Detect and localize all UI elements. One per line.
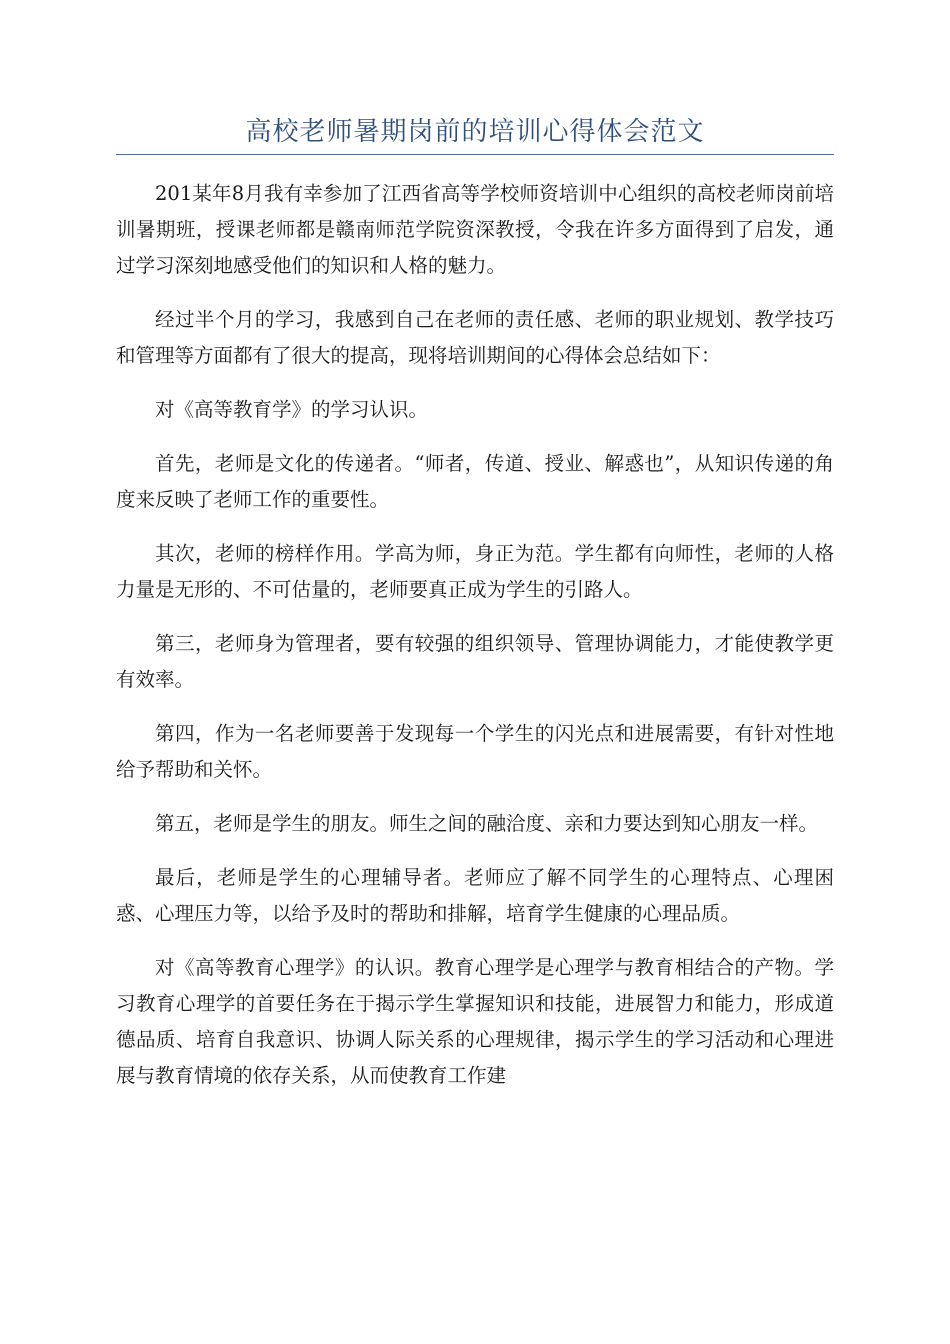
- paragraph-5: 其次，老师的榜样作用。学高为师，身正为范。学生都有向师性，老师的人格力量是无形的、不可估量的，老师要真正成为学生的引路人。: [116, 542, 834, 601]
- document-body: [116, 176, 834, 1112]
- document-title: 高校老师暑期岗前的培训心得体会范文: [245, 117, 705, 147]
- paragraph-6: 第三，老师身为管理者，要有较强的组织领导、管理协调能力，才能使教学更有效率。: [116, 632, 834, 691]
- paragraph-2: 经过半个月的学习，我感到自己在老师的责任感、老师的职业规划、教学技巧和管理等方面都有了很大的提高，现将培训期间的心得体会总结如下：: [116, 308, 834, 367]
- paragraph-8: 第五，老师是学生的朋友。师生之间的融洽度、亲和力要达到知心朋友一样。: [155, 812, 819, 835]
- paragraph-4: 首先，老师是文化的传递者。“师者，传道、授业、解惑也”，从知识传递的角度来反映了老师工作的重要性。: [116, 452, 834, 511]
- paragraph-7: 第四，作为一名老师要善于发现每一个学生的闪光点和进展需要，有针对性地给予帮助和关怀。: [116, 722, 834, 781]
- paragraph-9: 最后，老师是学生的心理辅导者。老师应了解不同学生的心理特点、心理困惑、心理压力等，以给予及时的帮助和排解，培育学生健康的心理品质。: [116, 866, 834, 925]
- paragraph-10: 对《高等教育心理学》的认识。教育心理学是心理学与教育相结合的产物。学习教育心理学的首要任务在于揭示学生掌握知识和技能，进展智力和能力，形成道德品质、培育自我意识、协调人际关系的心理规律，揭示学生的学习活动和心理进展与教育情境的依存关系，从而使教育工作建: [116, 956, 834, 1087]
- title-underline: [116, 154, 834, 155]
- paragraph-3: 对《高等教育学》的学习认识。: [155, 398, 429, 421]
- paragraph-1: 201某年8月我有幸参加了江西省高等学校师资培训中心组织的高校老师岗前培训暑期班，授课老师都是赣南师范学院资深教授，令我在许多方面得到了启发，通过学习深刻地感受他们的知识和人格的魅力。: [116, 182, 834, 277]
